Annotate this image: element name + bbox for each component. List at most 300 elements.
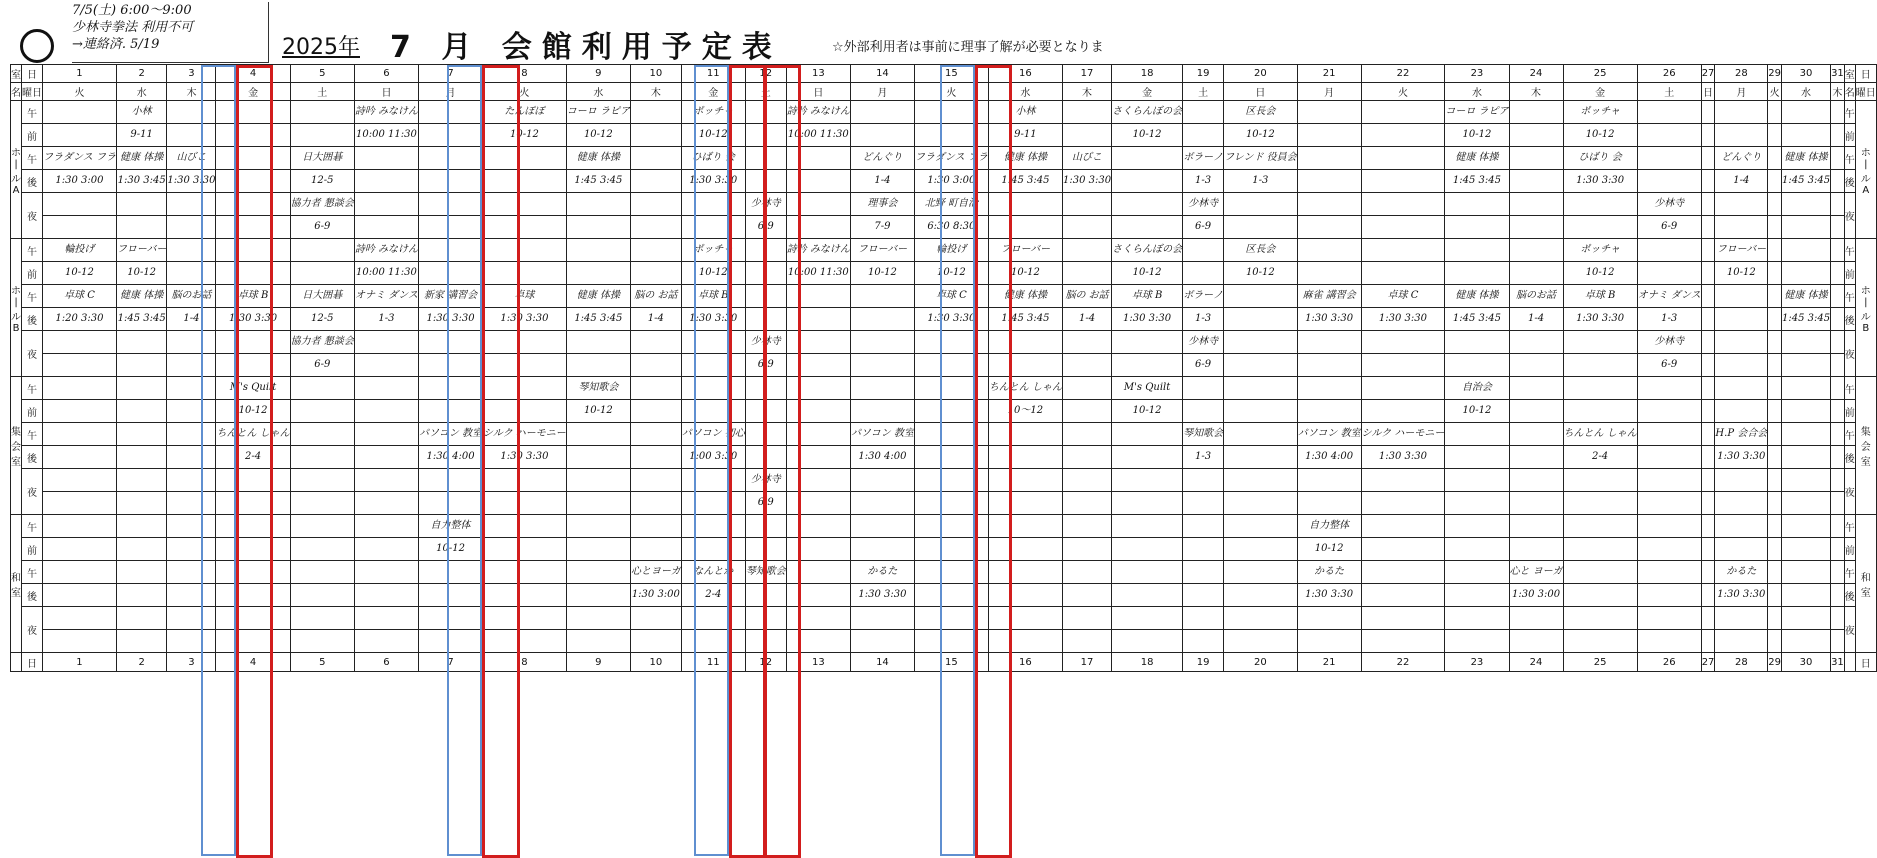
schedule-entry <box>216 354 290 377</box>
schedule-entry: コーロ ラピア <box>1445 101 1509 124</box>
bottom-day-number: 29 <box>1768 653 1782 672</box>
schedule-entry <box>116 561 167 584</box>
schedule-entry <box>1112 469 1183 492</box>
schedule-entry <box>1831 124 1845 147</box>
schedule-entry <box>1509 446 1563 469</box>
schedule-entry: 1:30 3:30 <box>216 308 290 331</box>
slot-label-night-right: 夜 <box>1844 331 1855 377</box>
schedule-entry: 心と ヨーガ <box>1509 561 1563 584</box>
schedule-entry <box>1637 101 1701 124</box>
weekday-cell: 水 <box>1781 83 1830 101</box>
schedule-entry <box>681 216 745 239</box>
schedule-entry: 10-12 <box>1715 262 1768 285</box>
schedule-entry <box>1224 561 1298 584</box>
schedule-entry <box>1701 538 1715 561</box>
schedule-entry <box>988 469 1062 492</box>
schedule-entry <box>1445 492 1509 515</box>
schedule-entry <box>745 446 786 469</box>
schedule-entry <box>1563 216 1637 239</box>
schedule-entry: パソコン 教室 <box>850 423 914 446</box>
schedule-entry <box>1831 630 1845 653</box>
schedule-entry: 1:45 3:45 <box>116 308 167 331</box>
schedule-entry <box>850 538 914 561</box>
schedule-entry <box>745 308 786 331</box>
schedule-entry <box>1563 607 1637 630</box>
day-number: 30 <box>1781 65 1830 83</box>
schedule-entry: 1:30 3:30 <box>1063 170 1112 193</box>
schedule-entry: 10-12 <box>566 124 630 147</box>
schedule-entry <box>1701 515 1715 538</box>
schedule-entry <box>681 630 745 653</box>
schedule-entry <box>988 492 1062 515</box>
schedule-entry: 12-5 <box>290 308 354 331</box>
schedule-entry: さくらんぼの会 <box>1112 239 1183 262</box>
schedule-entry: 自治会 <box>1445 377 1509 400</box>
day-number: 5 <box>290 65 354 83</box>
schedule-entry <box>167 262 216 285</box>
schedule-entry: 輪投げ <box>43 239 117 262</box>
bottom-day-number: 21 <box>1297 653 1361 672</box>
schedule-entry <box>630 193 681 216</box>
schedule-entry <box>630 446 681 469</box>
schedule-entry: 詩吟 みなけん <box>354 239 418 262</box>
schedule-entry <box>786 538 850 561</box>
schedule-entry <box>43 423 117 446</box>
schedule-entry: ちんとん しゃん <box>988 377 1062 400</box>
schedule-entry: 山びこ <box>1063 147 1112 170</box>
bottom-day-number: 23 <box>1445 653 1509 672</box>
schedule-entry <box>914 492 988 515</box>
schedule-entry <box>1637 446 1701 469</box>
schedule-entry <box>1509 170 1563 193</box>
schedule-entry <box>216 262 290 285</box>
schedule-entry: 自力整体 <box>419 515 483 538</box>
schedule-entry <box>745 630 786 653</box>
slot-label-pm: 午 <box>22 561 43 584</box>
schedule-entry: 協力者 懇談会 <box>290 193 354 216</box>
schedule-entry: 詩吟 みなけん <box>354 101 418 124</box>
schedule-entry <box>1701 469 1715 492</box>
weekday-header: 曜日 <box>22 83 43 101</box>
schedule-entry: 1:30 3:30 <box>167 170 216 193</box>
schedule-entry <box>988 515 1062 538</box>
slot-label-night-right: 夜 <box>1844 607 1855 653</box>
schedule-entry: 1-3 <box>354 308 418 331</box>
schedule-entry <box>1183 630 1224 653</box>
schedule-entry <box>566 354 630 377</box>
schedule-entry <box>1715 538 1768 561</box>
schedule-entry: ポッチャ <box>681 239 745 262</box>
schedule-entry <box>850 377 914 400</box>
schedule-entry <box>1224 630 1298 653</box>
schedule-entry: 健康 体操 <box>988 285 1062 308</box>
schedule-entry <box>1361 170 1445 193</box>
schedule-entry <box>1183 101 1224 124</box>
schedule-entry <box>1637 630 1701 653</box>
schedule-entry <box>1183 492 1224 515</box>
schedule-entry <box>1781 216 1830 239</box>
schedule-entry <box>1112 446 1183 469</box>
schedule-entry <box>786 170 850 193</box>
schedule-entry <box>914 584 988 607</box>
schedule-entry <box>354 492 418 515</box>
schedule-entry: 1:30 3:30 <box>1297 584 1361 607</box>
schedule-entry <box>167 561 216 584</box>
schedule-entry: 10-12 <box>566 400 630 423</box>
schedule-entry <box>1224 193 1298 216</box>
schedule-entry <box>1831 469 1845 492</box>
schedule-entry <box>745 584 786 607</box>
schedule-entry <box>167 400 216 423</box>
schedule-entry <box>1183 607 1224 630</box>
slot-label-pm-right: 後 <box>1844 170 1855 193</box>
schedule-entry <box>1637 377 1701 400</box>
schedule-entry <box>630 101 681 124</box>
schedule-entry: 山びこ <box>167 147 216 170</box>
schedule-entry <box>1563 354 1637 377</box>
slot-label-pm-right: 午 <box>1844 561 1855 584</box>
schedule-entry <box>354 515 418 538</box>
schedule-entry <box>216 331 290 354</box>
schedule-entry <box>1637 124 1701 147</box>
bottom-day-number: 1 <box>43 653 117 672</box>
schedule-entry: かるた <box>1297 561 1361 584</box>
schedule-entry <box>1112 538 1183 561</box>
schedule-entry <box>1063 101 1112 124</box>
schedule-entry <box>290 262 354 285</box>
schedule-entry: ちんとん しゃん <box>1563 423 1637 446</box>
schedule-entry: シルク ハーモニー <box>483 423 567 446</box>
schedule-entry <box>745 423 786 446</box>
day-number: 18 <box>1112 65 1183 83</box>
schedule-entry <box>1361 101 1445 124</box>
schedule-entry <box>167 630 216 653</box>
schedule-entry <box>167 469 216 492</box>
schedule-entry <box>216 193 290 216</box>
day-number: 27 <box>1701 65 1715 83</box>
schedule-entry: 1:20 3:30 <box>43 308 117 331</box>
schedule-entry <box>483 538 567 561</box>
schedule-entry <box>1768 101 1782 124</box>
schedule-entry <box>850 101 914 124</box>
schedule-entry <box>1768 124 1782 147</box>
schedule-entry <box>850 124 914 147</box>
schedule-entry <box>290 515 354 538</box>
bottom-day-number: 7 <box>419 653 483 672</box>
schedule-entry <box>43 469 117 492</box>
day-header: 日 <box>22 65 43 83</box>
schedule-entry <box>1715 331 1768 354</box>
schedule-entry <box>1183 469 1224 492</box>
day-number: 28 <box>1715 65 1768 83</box>
schedule-entry: 10-12 <box>914 262 988 285</box>
schedule-entry <box>1361 400 1445 423</box>
schedule-entry <box>1768 561 1782 584</box>
schedule-entry: 6-9 <box>745 216 786 239</box>
schedule-entry <box>1637 607 1701 630</box>
schedule-entry <box>1831 584 1845 607</box>
schedule-entry <box>116 193 167 216</box>
bottom-day-number: 24 <box>1509 653 1563 672</box>
schedule-entry <box>1768 308 1782 331</box>
schedule-entry: 卓球 C <box>43 285 117 308</box>
schedule-entry <box>1112 331 1183 354</box>
slot-label-pm-right: 後 <box>1844 446 1855 469</box>
schedule-entry: H.P 会合会 <box>1715 423 1768 446</box>
schedule-entry <box>290 584 354 607</box>
schedule-entry: フラダンス フラ <box>43 147 117 170</box>
schedule-entry: 1:30 3:00 <box>1509 584 1563 607</box>
schedule-entry <box>681 400 745 423</box>
schedule-entry <box>850 400 914 423</box>
handwritten-memo <box>72 2 269 63</box>
schedule-entry: 詩吟 みなけん <box>786 239 850 262</box>
schedule-entry <box>1361 377 1445 400</box>
schedule-entry <box>1831 400 1845 423</box>
schedule-entry <box>1781 124 1830 147</box>
schedule-entry: 日大囲碁 <box>290 147 354 170</box>
schedule-entry <box>216 538 290 561</box>
schedule-entry <box>1637 400 1701 423</box>
day-number: 11 <box>681 65 745 83</box>
schedule-entry <box>43 584 117 607</box>
schedule-entry: 1:30 3:30 <box>681 308 745 331</box>
schedule-entry: 1:30 3:30 <box>1297 308 1361 331</box>
schedule-entry <box>419 377 483 400</box>
schedule-entry: 10-12 <box>1563 262 1637 285</box>
schedule-entry: 10-12 <box>116 262 167 285</box>
schedule-entry <box>1509 101 1563 124</box>
schedule-entry: 10:00 11:30 <box>786 262 850 285</box>
schedule-entry <box>1768 331 1782 354</box>
slot-label-pm: 午 <box>22 147 43 170</box>
schedule-entry <box>1112 584 1183 607</box>
schedule-entry <box>290 538 354 561</box>
schedule-entry <box>1063 423 1112 446</box>
slot-label-pm: 後 <box>22 446 43 469</box>
schedule-entry <box>116 354 167 377</box>
schedule-entry: 1:30 4:00 <box>850 446 914 469</box>
schedule-entry <box>419 239 483 262</box>
schedule-entry <box>419 170 483 193</box>
schedule-entry <box>1831 607 1845 630</box>
schedule-entry <box>1563 377 1637 400</box>
schedule-entry <box>483 216 567 239</box>
schedule-entry <box>167 446 216 469</box>
schedule-entry <box>167 515 216 538</box>
slot-label-pm: 後 <box>22 584 43 607</box>
bottom-day-number: 16 <box>988 653 1062 672</box>
slot-label-am: 前 <box>22 262 43 285</box>
schedule-entry <box>566 607 630 630</box>
schedule-entry <box>1297 377 1361 400</box>
schedule-entry <box>914 515 988 538</box>
slot-label-am-right: 午 <box>1844 101 1855 124</box>
schedule-entry <box>1112 216 1183 239</box>
schedule-entry <box>290 377 354 400</box>
weekday-cell: 木 <box>1509 83 1563 101</box>
schedule-entry <box>1063 469 1112 492</box>
schedule-entry <box>1224 446 1298 469</box>
schedule-entry <box>1715 492 1768 515</box>
schedule-entry: 区長会 <box>1224 101 1298 124</box>
schedule-entry <box>483 377 567 400</box>
schedule-entry <box>1063 262 1112 285</box>
schedule-entry <box>1637 469 1701 492</box>
schedule-entry: 7-9 <box>850 216 914 239</box>
schedule-entry <box>419 354 483 377</box>
schedule-entry <box>216 630 290 653</box>
schedule-entry <box>988 354 1062 377</box>
schedule-entry <box>1445 354 1509 377</box>
weekday-header-right: 曜日 <box>1855 83 1876 101</box>
schedule-entry <box>1831 216 1845 239</box>
slot-label-night: 夜 <box>22 607 43 653</box>
schedule-entry <box>1224 492 1298 515</box>
schedule-entry <box>43 377 117 400</box>
schedule-entry: 少林寺 <box>1183 193 1224 216</box>
room-header: 室 <box>11 65 22 83</box>
schedule-entry <box>1445 423 1509 446</box>
schedule-entry <box>1509 400 1563 423</box>
schedule-entry <box>745 124 786 147</box>
schedule-entry: 6-9 <box>1183 216 1224 239</box>
schedule-entry: 琴知歌会 <box>1183 423 1224 446</box>
schedule-entry: フローバー <box>116 239 167 262</box>
schedule-entry <box>786 377 850 400</box>
schedule-entry <box>1831 101 1845 124</box>
schedule-entry <box>1224 515 1298 538</box>
weekday-cell: 月 <box>1297 83 1361 101</box>
schedule-entry <box>1781 630 1830 653</box>
day-number: 14 <box>850 65 914 83</box>
schedule-entry <box>1224 331 1298 354</box>
schedule-entry: 小林 <box>988 101 1062 124</box>
schedule-entry <box>566 423 630 446</box>
schedule-entry <box>1361 147 1445 170</box>
schedule-entry: さくらんぼの会 <box>1112 101 1183 124</box>
name-header-right: 名 <box>1844 83 1855 101</box>
schedule-entry: 1-3 <box>1637 308 1701 331</box>
day-number: 8 <box>483 65 567 83</box>
schedule-entry <box>914 124 988 147</box>
day-number: 19 <box>1183 65 1224 83</box>
schedule-entry: ひばり 会 <box>1563 147 1637 170</box>
schedule-entry <box>354 538 418 561</box>
schedule-entry <box>681 377 745 400</box>
schedule-entry <box>1361 193 1445 216</box>
schedule-entry: 6-9 <box>290 216 354 239</box>
schedule-entry <box>1063 400 1112 423</box>
schedule-entry <box>1701 446 1715 469</box>
schedule-entry <box>216 147 290 170</box>
schedule-entry: 2-4 <box>681 584 745 607</box>
schedule-entry <box>1297 147 1361 170</box>
schedule-entry: 健康 体操 <box>988 147 1062 170</box>
schedule-entry <box>988 607 1062 630</box>
bottom-day-number: 17 <box>1063 653 1112 672</box>
weekday-cell: 土 <box>1183 83 1224 101</box>
schedule-entry <box>1224 354 1298 377</box>
schedule-entry <box>1715 469 1768 492</box>
day-header-right: 日 <box>1855 65 1876 83</box>
schedule-entry <box>1297 239 1361 262</box>
schedule-entry: 10-12 <box>483 124 567 147</box>
weekday-cell: 月 <box>1715 83 1768 101</box>
page-title: 7 月 会館利用予定表 <box>390 30 782 65</box>
schedule-entry <box>419 400 483 423</box>
slot-label-am: 午 <box>22 515 43 538</box>
schedule-entry <box>1183 515 1224 538</box>
schedule-entry <box>630 515 681 538</box>
schedule-entry <box>1715 285 1768 308</box>
schedule-entry: 10-12 <box>1112 400 1183 423</box>
schedule-entry <box>1701 561 1715 584</box>
schedule-entry <box>914 331 988 354</box>
schedule-entry <box>419 607 483 630</box>
schedule-entry <box>483 262 567 285</box>
schedule-entry <box>745 607 786 630</box>
slot-label-am-right: 前 <box>1844 400 1855 423</box>
schedule-entry <box>1224 538 1298 561</box>
schedule-entry <box>354 584 418 607</box>
schedule-entry <box>1768 607 1782 630</box>
schedule-entry <box>566 216 630 239</box>
schedule-entry <box>1297 469 1361 492</box>
schedule-entry <box>1781 607 1830 630</box>
schedule-entry: 脳の お話 <box>630 285 681 308</box>
schedule-entry <box>566 193 630 216</box>
schedule-entry <box>1224 469 1298 492</box>
schedule-entry <box>419 492 483 515</box>
schedule-entry <box>1509 216 1563 239</box>
schedule-entry <box>850 331 914 354</box>
schedule-entry <box>167 124 216 147</box>
schedule-entry: 1:30 3:30 <box>850 584 914 607</box>
schedule-entry: 脳の お話 <box>1063 285 1112 308</box>
day-number: 13 <box>786 65 850 83</box>
schedule-entry <box>1715 101 1768 124</box>
bottom-day-number: 5 <box>290 653 354 672</box>
schedule-entry <box>1715 607 1768 630</box>
schedule-entry <box>167 423 216 446</box>
schedule-entry: 10-12 <box>1112 262 1183 285</box>
schedule-entry <box>1768 515 1782 538</box>
schedule-entry <box>1831 331 1845 354</box>
schedule-entry <box>1445 446 1509 469</box>
schedule-entry <box>1445 216 1509 239</box>
schedule-entry: かるた <box>1715 561 1768 584</box>
schedule-entry <box>483 515 567 538</box>
schedule-entry <box>1224 377 1298 400</box>
schedule-entry: 1:30 3:45 <box>116 170 167 193</box>
schedule-entry <box>1063 377 1112 400</box>
schedule-entry: 健康 体操 <box>116 285 167 308</box>
slot-label-night-right: 夜 <box>1844 469 1855 515</box>
schedule-entry: 6-9 <box>290 354 354 377</box>
schedule-entry <box>216 492 290 515</box>
schedule-entry: 1:30 3:30 <box>1563 308 1637 331</box>
schedule-entry <box>116 400 167 423</box>
schedule-entry <box>1112 170 1183 193</box>
schedule-entry <box>116 607 167 630</box>
weekday-cell: 日 <box>1701 83 1715 101</box>
schedule-entry <box>630 538 681 561</box>
schedule-entry <box>216 124 290 147</box>
schedule-entry: パソコン 教室 <box>1297 423 1361 446</box>
schedule-entry <box>1361 492 1445 515</box>
schedule-entry <box>1701 216 1715 239</box>
